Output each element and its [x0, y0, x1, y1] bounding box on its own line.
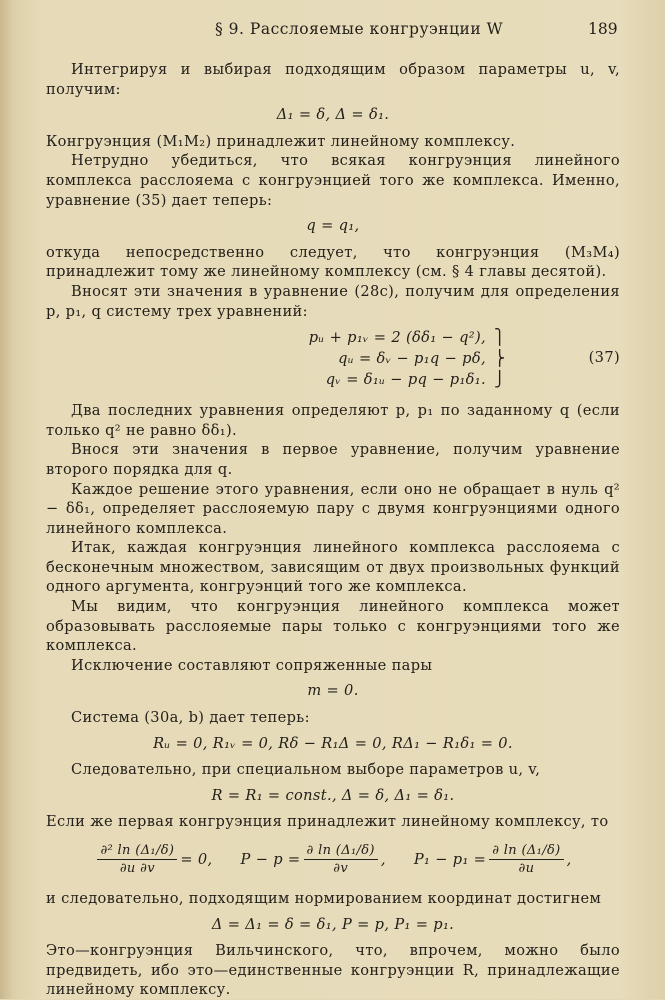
system-line: qᵥ = δ₁ᵤ − pq − p₁δ₁. [325, 371, 486, 389]
paragraph: Система (30a, b) дает теперь: [71, 709, 310, 727]
system-line: qᵤ = δᵥ − p₁q − pδ, [338, 350, 486, 368]
paragraph: Мы видим, что конгруэнция линейного комплекса может образовывать расслояемые пары только с конгруэнциями того же комплекса. [46, 598, 620, 655]
page-number: 189 [588, 20, 618, 38]
system-brace: ⎫ ⎬ ⎭ [494, 328, 506, 389]
section-title: § 9. Расслояемые конгруэнции W [215, 20, 504, 38]
paragraph: Это—конгруэнция Вильчинского, что, впрочем, можно было предвидеть, ибо это—единственные конгруэнции R, принадлежащие линейному комплексу. [46, 942, 620, 999]
paragraph: Исключение составляют сопряженные пары [71, 656, 433, 674]
system-line: pᵤ + p₁ᵥ = 2 (δδ₁ − q²), [308, 329, 486, 347]
paragraph: Интегрируя и выбирая подходящим образом параметры u, v, получим: [46, 61, 620, 98]
equation: m = 0. [307, 682, 359, 700]
paragraph: Если же первая конгруэнция принадлежит линейному комплексу, то [46, 813, 609, 831]
paragraph: Вносят эти значения в уравнение (28c), получим для определения p, p₁, q систему трех уравнений: [46, 282, 620, 320]
equation: Δ₁ = δ, Δ = δ₁. [276, 106, 390, 124]
fraction-equations: $\frac{\text{∂² ln (Δ₁/δ)}}{\partial u \partial v}$ = 0, P − p = $\frac{\text{∂ ln (Δ₁/δ)}}{\partial v}$ , P₁ − p₁ = $\frac{\text{∂ ln (Δ₁/δ)}}{\partial u}$ , [46, 842, 620, 877]
paragraph: Каждое решение этого уравнения, если оно не обращает в нуль q² − δδ₁, определяет расслояемую пару с двумя конгруэнциями одного линейного комплекса. [46, 480, 620, 537]
paragraph: откуда непосредственно следует, что конгруэнция (M₃M₄) принадлежит тому же линейному комплексу (см. § 4 главы десятой). [46, 243, 620, 281]
equation: q = q₁, [306, 217, 360, 235]
paragraph: Нетрудно убедиться, что всякая конгруэнция линейного комплекса расслояема с конгруэнцией того же комплекса. Именно, уравнение (35) дает теперь: [46, 152, 620, 209]
fraction: $\frac{\text{∂² ln (Δ₁/δ)}}{\partial u \partial v}$ [97, 842, 177, 877]
paragraph: Внося эти значения в первое уравнение, получим уравнение второго порядка для q. [46, 441, 620, 478]
equation-system-37 [46, 327, 620, 393]
page-body [46, 60, 620, 1000]
equation-number: (37) [588, 349, 620, 367]
equation: Δ = Δ₁ = δ = δ₁, P = p, P₁ = p₁. [211, 915, 455, 933]
paragraph: Итак, каждая конгруэнция линейного комплекса расслояема с бесконечным множеством, зависящим от двух произвольных функций одного аргумента, конгруэнций того же комплекса. [46, 539, 620, 596]
fraction: $\frac{\text{∂ ln (Δ₁/δ)}}{\partial v}$ [304, 842, 378, 877]
paragraph: и следовательно, подходящим нормированием координат достигнем [46, 890, 602, 907]
paragraph: Два последних уравнения определяют p, p₁ по заданному q (если только q² не равно δδ₁). [46, 402, 620, 439]
running-header [0, 20, 665, 44]
equation: R = R₁ = const., Δ = δ, Δ₁ = δ₁. [211, 786, 455, 804]
fraction: $\frac{\text{∂ ln (Δ₁/δ)}}{\partial u}$ [489, 842, 563, 877]
paragraph: Конгруэнция (M₁M₂) принадлежит линейному комплексу. [46, 132, 516, 150]
equation: Rᵤ = 0, R₁ᵥ = 0, Rδ − R₁Δ = 0, RΔ₁ − R₁δ₁ = 0. [153, 734, 513, 752]
paragraph: Следовательно, при специальном выборе параметров u, v, [71, 761, 541, 779]
